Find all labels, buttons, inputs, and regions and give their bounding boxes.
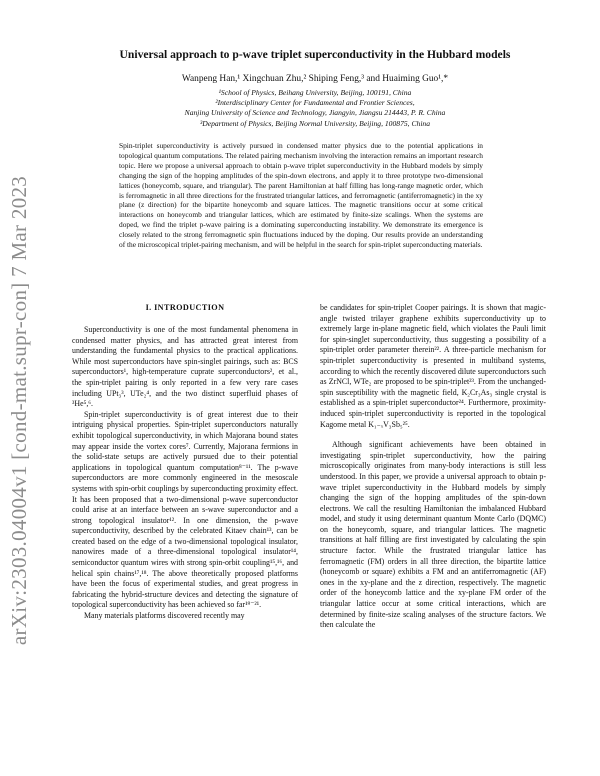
right-column — [320, 303, 546, 631]
affiliation-line: Nanjing University of Science and Technology, Jiangyin, Jiangsu 214443, P. R. China — [184, 108, 446, 118]
paragraph: Spin-triplet superconductivity is of great interest due to their intriguing physical properties. Spin-triplet superconductors naturally exhibit topological superconductivity, in which Majorana bound states may appear inside the vortex cores⁷. Currently, Majorana fermions in the solid-state setups are actively pursued due to their potential applications in topological quantum computation⁸⁻¹¹. The p-wave superconductors are more commonly engineered in the mesoscale systems with spin-orbit couplings by superconducting proximity effect. It has been proposed that a two-dimensional p-wave superconductor could arise at an interface between an s-wave superconductor and a strong topological insulator¹². In one dimension, the p-wave superconductivity, described by the celebrated Kitaev chain¹³, can be created based on the edge of a two-dimensional topological insulator, nanowires made of a three-dimensional topological insulator¹⁴, semiconductor quantum wires with strong spin-orbit coupling¹⁵,¹⁶, and helical spin chains¹⁷,¹⁸. The above theoretically proposed platforms have been the focus of experimental studies, and great progress in fabricating the hybrid-structure devices and detecting the signature of topological superconductivity has been achieved so far¹⁹⁻²¹. — [72, 409, 298, 610]
paragraph: be candidates for spin-triplet Cooper pairings. It is shown that magic-angle twisted trilayer graphene exhibits superconductivity up to extremely large in-plane magnetic field, which violates the Pauli limit for spin-singlet superconductivity, thus suggesting a possibility of a spin-triplet order parameter therein²². A three-particle mechanism for spin-triplet superconductivity is presented in multiband systems, according to which the recently discovered dilute superconductors such as ZrNCl, WTe₂ are proposed to be spin-triplet²³. From the unchanged-spin susceptibility with the magnetic field, K₂Cr₃As₃ single crystal is established as a spin-triplet superconductor²⁴. Furthermore, proximity-induced spin-triplet superconductivity is reported in the topological Kagome metal K₁₋ₓV₃Sb₅²⁵. — [320, 303, 546, 429]
section-heading: I. INTRODUCTION — [145, 303, 225, 312]
left-column — [72, 325, 298, 622]
affiliations — [70, 88, 560, 129]
paragraph: Superconductivity is one of the most fundamental phenomena in condensed matter physics, and has attracted great interest from understanding the fundamental physics to the practical applications. While most superconductors have spin-singlet pairings, such as: BCS superconductors¹, high-temperature cuprate superconductors², et al., the spin-triplet pairing is only reported in a few very rare cases including UPt₃³, UTe₂⁴, and the two distinct superfluid phases of ³He⁵,⁶. — [72, 325, 298, 409]
paragraph: Many materials platforms discovered recently may — [84, 611, 245, 621]
paper-title: Universal approach to p-wave triplet superconductivity in the Hubbard models — [119, 48, 511, 61]
arxiv-sidebar-stamp — [2, 170, 38, 650]
author-list: Wanpeng Han,¹ Xingchuan Zhu,² Shiping Feng,³ and Huaiming Guo¹,* — [181, 74, 449, 84]
affiliation-line: ¹School of Physics, Beihang University, Beijing, 100191, China — [218, 88, 412, 97]
abstract: Spin-triplet superconductivity is actively pursued in condensed matter physics due to the potential applications in topological quantum computations. The related pairing mechanism involving the interaction remains an important research topic. Here we propose a universal approach to obtain p-wave triplet superconductivity in the Hubbard models by simply changing the sign of the hopping amplitudes of the spin-down electrons, and apply it to three prototype two-dimensional lattices (honeycomb, square, and triangular). The parent Hamiltonian at half filling has long-range magnetic order, which is ferromagnetic in all three directions for the frustrated triangular lattices, and ferromagnetic (antiferromagnetic) in the xy plane (z direction) for the bipartite honeycomb and square lattices. The magnetic transitions occur at some critical interactions on honeycomb and triangular lattices, which are estimated by finite-size scalings. When the systems are doped, we find the triplet p-wave pairing is a dominating superconducting instability. We demonstrate its emergence is closely related to the strong ferromagnetic spin fluctuations induced by the doping. Our results provide an understanding of the microscopical triplet-pairing mechanism, and will be helpful in the search for spin-triplet superconducting materials. — [119, 141, 483, 250]
affiliation-line: ²Interdisciplinary Center for Fundamental and Frontier Sciences, — [215, 98, 415, 108]
paragraph: Although significant achievements have been obtained in investigating spin-triplet superconductivity, how the pairing microscopically originates from many-body interactions is still less understood. In this paper, we provide a universal approach to obtain p-wave triplet superconductivity in the Hubbard models by simply changing the sign of the hopping amplitudes of the spin-down electrons. We call the resulting Hamiltonian the imbalanced Hubbard model, and study it using determinant quantum Monte Carlo (DQMC) on the honeycomb, square, and triangular lattices. The magnetic transitions at half filling are first investigated by calculating the spin structure factor. While the frustrated triangular lattice has ferromagnetic (FM) orders in all three direction, the bipartite lattice (honeycomb or square) exhibits a FM and an antiferromagnetic (AF) ones in the xy-plane and the z direction, respectively. The magnetic order of the honeycomb lattice and the xy-plane FM order of the triangular lattice occur at some critical interactions, which are determined by finite-size scaling analyses of the structure factors. We then calculate the — [320, 440, 546, 630]
arxiv-id: arXiv:2303.04004v1 [cond-mat.supr-con] 7 Mar 2023 — [7, 175, 32, 645]
affiliation-line: ³Department of Physics, Beijing Normal University, Beijing, 100875, China — [199, 118, 431, 128]
